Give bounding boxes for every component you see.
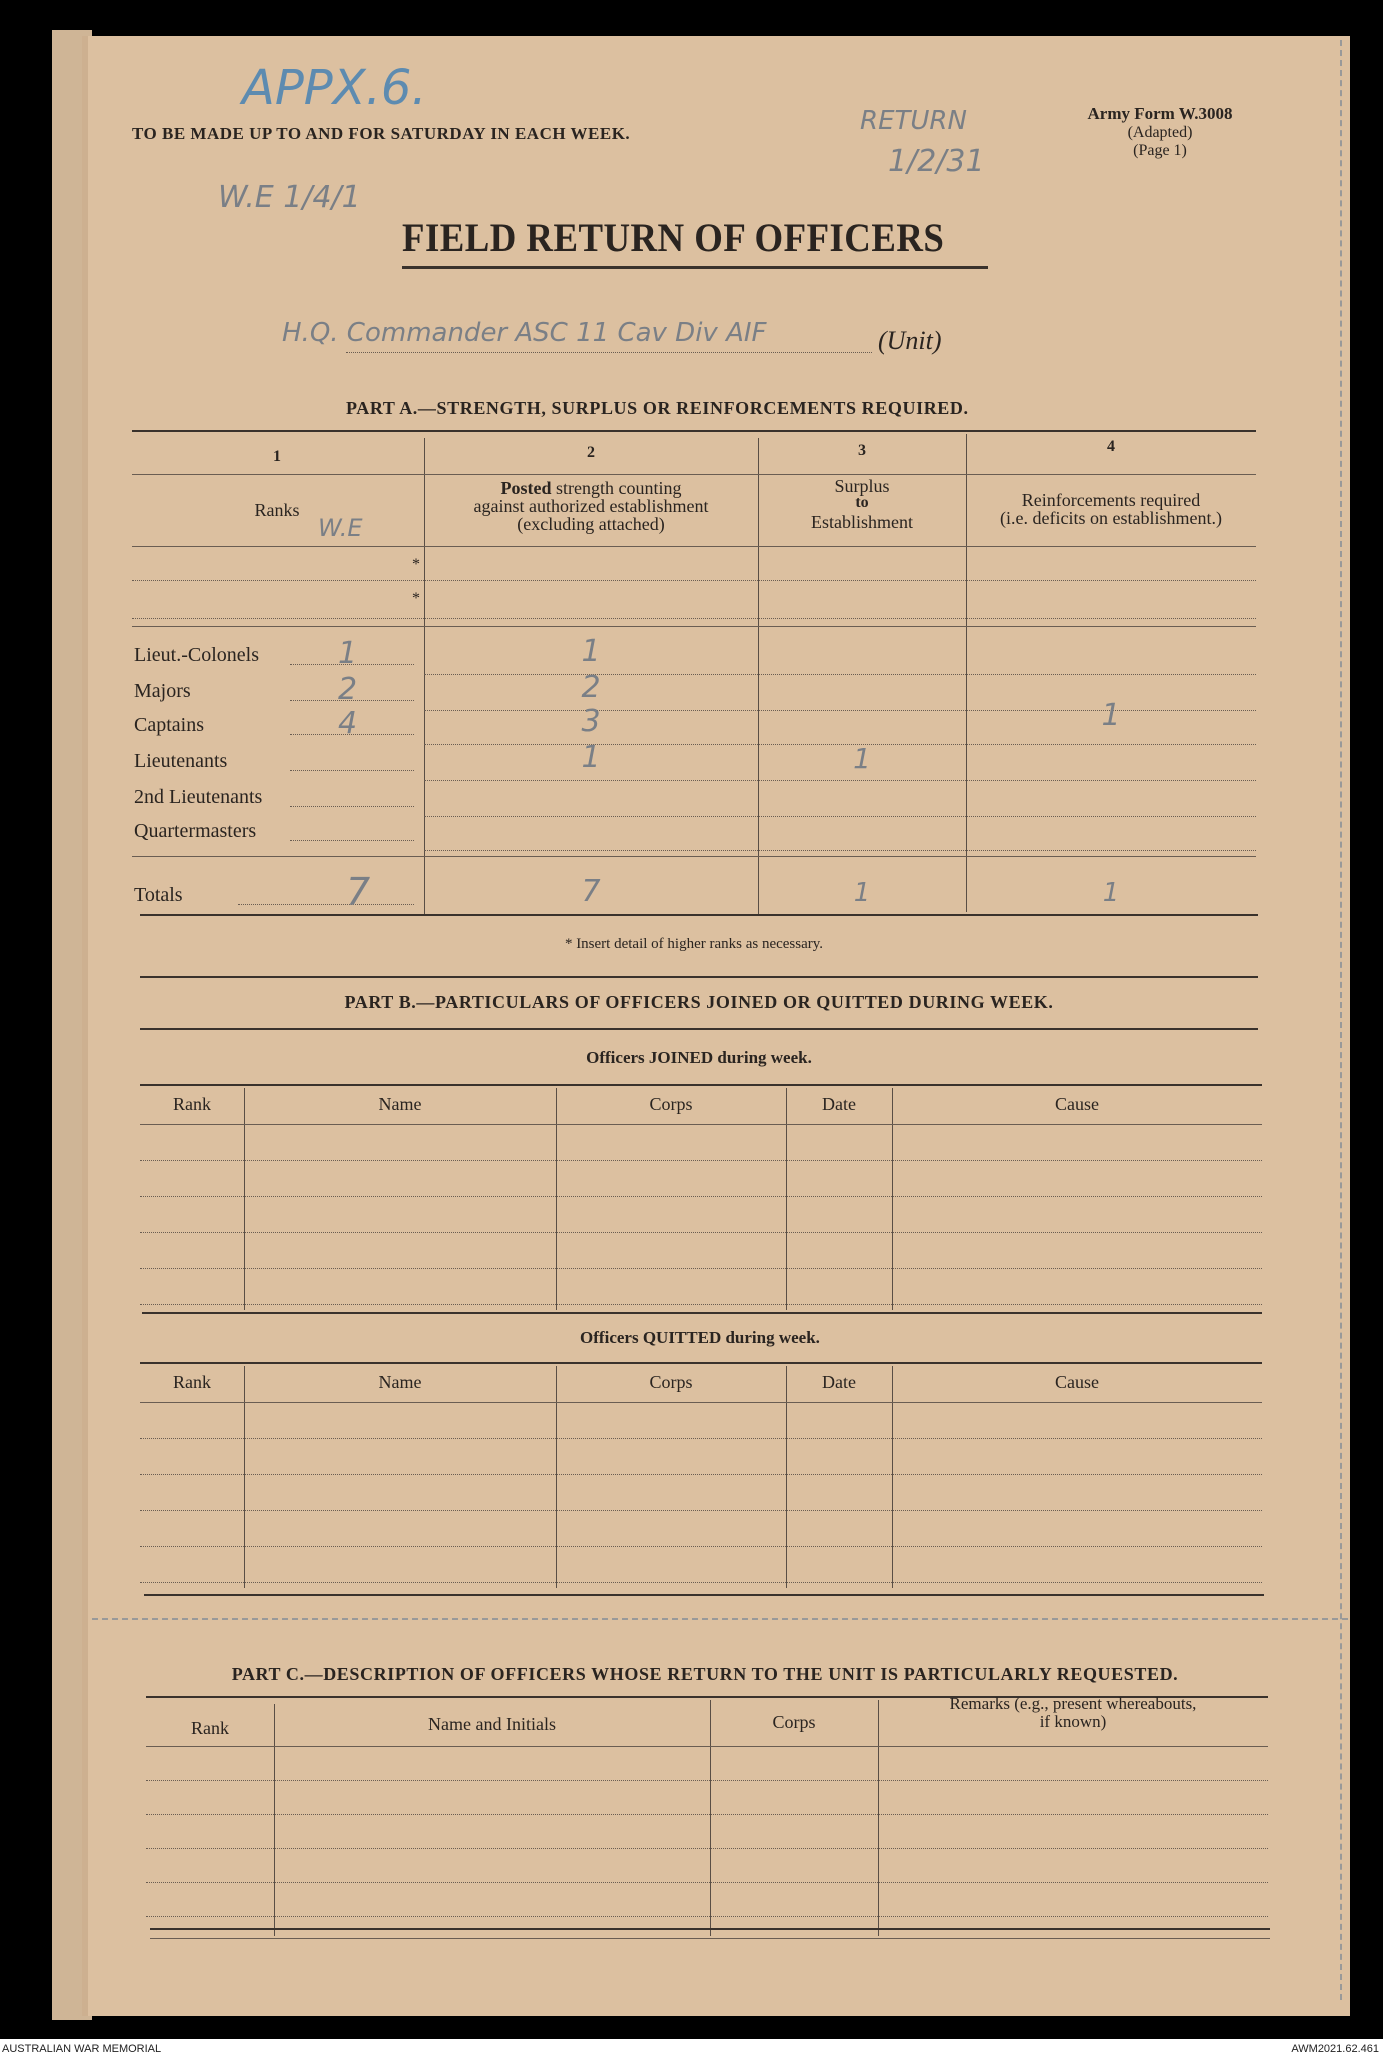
joined-col-header: Corps	[649, 1094, 693, 1114]
quitted-col-header: Date	[822, 1372, 856, 1392]
joined-col-div	[786, 1088, 787, 1310]
rank-leader	[290, 770, 414, 771]
part-c-heading: PART C.—DESCRIPTION OF OFFICERS WHOSE RETURN TO THE UNIT IS PARTICULARLY REQUESTED.	[231, 1664, 1179, 1684]
rank-label: Captains	[134, 714, 204, 736]
title-underline	[402, 266, 988, 269]
joined-col-header: Date	[822, 1094, 856, 1114]
quitted-col-div	[786, 1366, 787, 1588]
part-a-footnote: * Insert detail of higher ranks as necessary.	[564, 936, 824, 952]
rank-label: Lieutenants	[134, 750, 228, 772]
asterisk-1: *	[412, 556, 420, 573]
handwritten-appendix: APPX.6.	[242, 60, 427, 116]
quitted-col-div	[556, 1366, 557, 1588]
quitted-row-line	[140, 1546, 1262, 1547]
rank-posted: 2	[581, 670, 601, 705]
part-c-row-line	[146, 1780, 1268, 1781]
quitted-col-div	[244, 1366, 245, 1588]
part-c-col-div-3	[878, 1700, 879, 1936]
joined-col-div	[556, 1088, 557, 1310]
rank-posted: 3	[581, 704, 601, 739]
asterisk-2: *	[412, 590, 420, 607]
rank-leader	[290, 840, 414, 841]
footer-accession: AWM2021.62.461	[1291, 2043, 1379, 2055]
col-header-surplus-line3: Establishment	[811, 512, 913, 532]
unit-label: (Unit)	[878, 326, 942, 355]
part-b-heading: PART B.—PARTICULARS OF OFFICERS JOINED OR QUITTED DURING WEEK.	[344, 992, 1054, 1012]
col-header-surplus-line1: Surplus	[834, 476, 890, 496]
col-header-posted-line3: (excluding attached)	[517, 514, 665, 534]
joined-row-line	[140, 1268, 1262, 1269]
handwritten-unit: H.Q. Commander ASC 11 Cav Div AIF	[282, 318, 767, 348]
part-a-number-row-line	[132, 474, 1256, 475]
part-c-col-div-2	[710, 1700, 711, 1936]
part-c-col-name: Name and Initials	[428, 1714, 556, 1734]
handwritten-we-date: W.E 1/4/1	[218, 180, 361, 215]
quitted-col-header: Name	[378, 1372, 422, 1392]
joined-row-line	[140, 1196, 1262, 1197]
page-title: FIELD RETURN OF OFFICERS	[402, 215, 945, 260]
quitted-col-header: Cause	[1055, 1372, 1099, 1392]
rank-row-line	[424, 780, 1256, 781]
col-header-ranks: Ranks	[254, 500, 300, 520]
col-number-1: 1	[273, 448, 281, 465]
joined-bottom-line	[142, 1312, 1262, 1314]
part-c-header-line	[146, 1746, 1268, 1747]
totals-leader	[238, 904, 414, 905]
rank-posted: 1	[581, 634, 601, 669]
col-header-reinf-line2: (i.e. deficits on establishment.)	[1000, 508, 1222, 528]
joined-heading: Officers JOINED during week.	[586, 1048, 812, 1067]
blank-rows-bottom-line	[132, 626, 1256, 627]
handwritten-we-column: W.E	[318, 514, 363, 542]
part-b-top-line	[140, 1028, 1258, 1030]
joined-col-header: Name	[378, 1094, 422, 1114]
rank-row-line	[424, 850, 1256, 851]
quitted-col-header: Corps	[649, 1372, 693, 1392]
joined-col-div	[892, 1088, 893, 1310]
part-c-row-line	[146, 1814, 1268, 1815]
part-c-row-line	[146, 1848, 1268, 1849]
part-c-col-rank: Rank	[191, 1718, 229, 1738]
quitted-heading: Officers QUITTED during week.	[580, 1328, 820, 1347]
fold-line-right	[1340, 40, 1342, 2000]
joined-row-line	[140, 1304, 1262, 1305]
totals-top-line	[132, 856, 1256, 857]
handwritten-return: RETURN	[860, 106, 967, 136]
fold-line-middle	[92, 1618, 1348, 1620]
quitted-col-div	[892, 1366, 893, 1588]
joined-header-bottom-line	[140, 1124, 1262, 1125]
part-c-bottom-line	[150, 1928, 1270, 1930]
rank-we: 2	[338, 672, 358, 707]
col-header-posted-line2: against authorized establishment	[473, 496, 709, 516]
col-number-4: 4	[1107, 438, 1115, 455]
part-c-remarks-line2: if known)	[1039, 1712, 1107, 1731]
totals-label: Totals	[134, 884, 183, 906]
joined-header-top-line	[140, 1084, 1262, 1086]
quitted-row-line	[140, 1582, 1262, 1583]
joined-col-header: Cause	[1055, 1094, 1099, 1114]
totals-we: 7	[346, 870, 371, 914]
col-header-reinf-line1: Reinforcements required	[1021, 490, 1201, 510]
joined-row-line	[140, 1160, 1262, 1161]
quitted-bottom-line	[144, 1594, 1264, 1596]
joined-row-line	[140, 1232, 1262, 1233]
col-header-surplus-line2: to	[855, 494, 869, 511]
col-header-posted-line1: Posted strength counting	[500, 478, 682, 498]
part-c-row-line	[146, 1882, 1268, 1883]
rank-leader	[290, 806, 414, 807]
quitted-col-header: Rank	[173, 1372, 211, 1392]
quitted-header-bottom-line	[140, 1402, 1262, 1403]
rank-label: Lieut.-Colonels	[134, 644, 259, 666]
quitted-row-line	[140, 1510, 1262, 1511]
footer-institution: AUSTRALIAN WAR MEMORIAL	[2, 2043, 162, 2055]
joined-col-div	[244, 1088, 245, 1310]
blank-row-line-1	[132, 580, 1256, 581]
rank-reinf: 1	[1101, 698, 1121, 733]
col-number-2: 2	[587, 444, 595, 461]
instruction-text: TO BE MADE UP TO AND FOR SATURDAY IN EACH WEEK.	[132, 124, 631, 143]
totals-surplus: 1	[853, 878, 871, 908]
part-a-top-line	[132, 430, 1256, 432]
quitted-row-line	[140, 1474, 1262, 1475]
rank-label: Quartermasters	[134, 820, 257, 842]
part-a-footnote-line	[140, 976, 1258, 978]
rank-we: 4	[338, 706, 358, 741]
quitted-header-top-line	[140, 1362, 1262, 1364]
rank-posted: 1	[581, 740, 601, 775]
rank-we: 1	[338, 636, 358, 671]
rank-surplus: 1	[853, 742, 871, 775]
underlying-page-edge	[52, 30, 92, 2020]
rank-row-line	[424, 816, 1256, 817]
rank-label: Majors	[134, 680, 191, 702]
totals-posted: 7	[581, 874, 601, 909]
part-c-bottom-line-2	[150, 1938, 1270, 1939]
handwritten-return-date: 1/2/31	[888, 144, 985, 179]
part-a-bottom-line	[140, 914, 1258, 916]
blank-row-line-2	[132, 618, 1256, 619]
form-number: Army Form W.3008	[1087, 104, 1233, 123]
form-page-number: (Page 1)	[1133, 142, 1187, 159]
part-c-col-div-1	[274, 1704, 275, 1936]
joined-col-header: Rank	[173, 1094, 211, 1114]
part-c-row-line	[146, 1916, 1268, 1917]
footer-bar	[0, 2039, 1383, 2061]
part-a-heading: PART A.—STRENGTH, SURPLUS OR REINFORCEMENTS REQUIRED.	[346, 398, 969, 418]
quitted-row-line	[140, 1438, 1262, 1439]
rank-label: 2nd Lieutenants	[134, 786, 263, 808]
part-a-header-bottom-line	[132, 546, 1256, 547]
part-c-col-corps: Corps	[772, 1712, 816, 1732]
unit-dotted-line	[346, 352, 872, 353]
totals-reinf: 1	[1102, 878, 1120, 908]
col-number-3: 3	[858, 442, 866, 459]
part-c-remarks-line1: Remarks (e.g., present whereabouts,	[949, 1694, 1197, 1713]
form-adapted: (Adapted)	[1127, 124, 1193, 141]
